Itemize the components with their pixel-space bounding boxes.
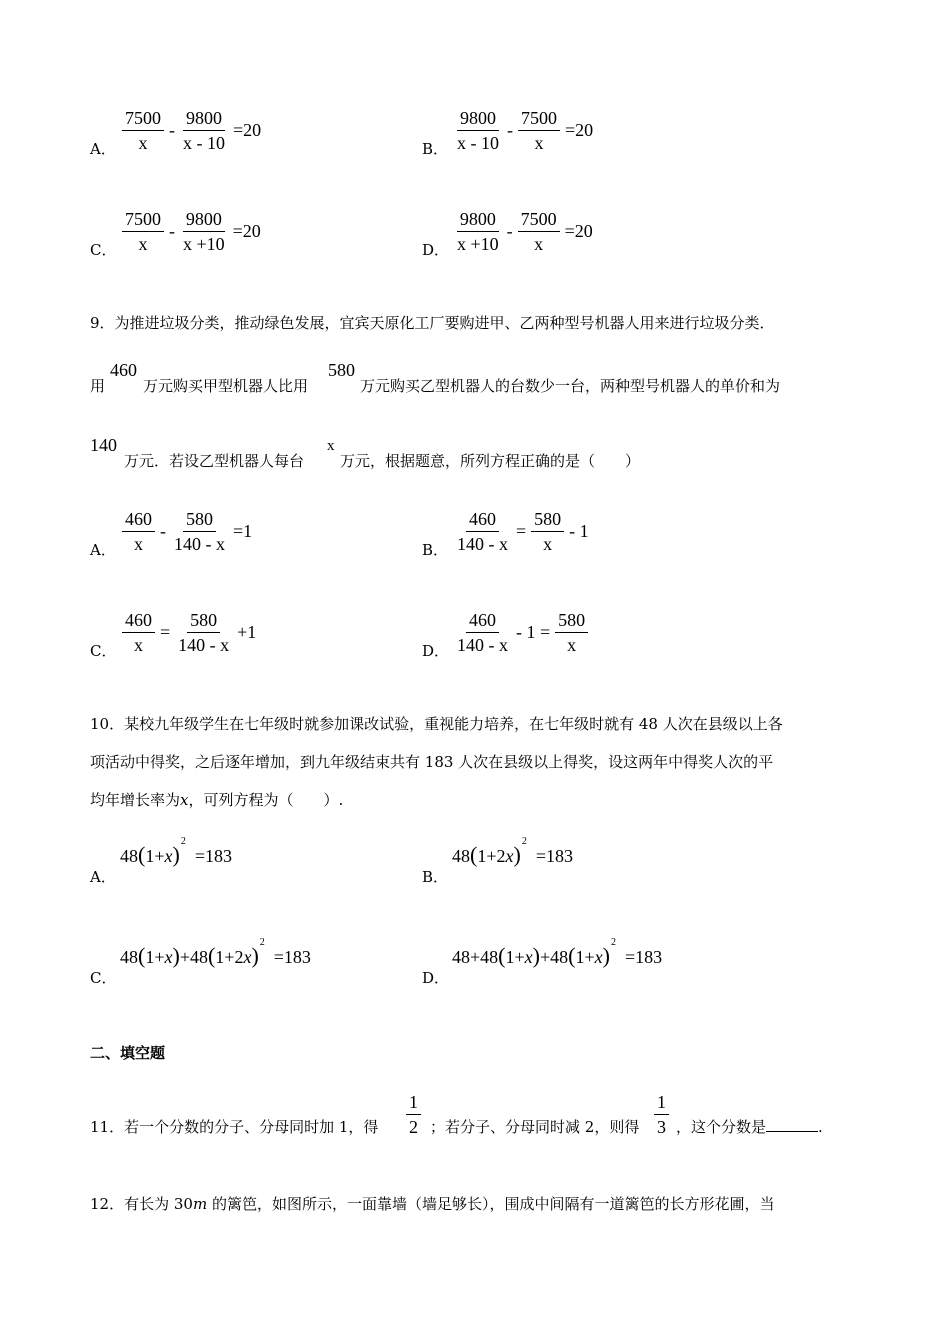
q9-option-b-equation: $\frac{460}{140 - x}$ = $\frac{580}{x}$ - 1 (457, 509, 589, 554)
q9-stem-line3b: 万元，根据题意，所列方程正确的是（ ） (340, 452, 641, 470)
q8-option-b-label: B． (422, 140, 449, 158)
q10-option-d-label: D． (422, 969, 450, 987)
q9-stem-line1: 9．为推进垃圾分类，推动绿色发展，宜宾天原化工厂要购进甲、乙两种型号机器人用来进行垃圾分类． (90, 314, 775, 332)
q9-stem-line2b: 万元购买甲型机器人比用 (143, 377, 309, 395)
q8-option-b-equation: $\frac{9800}{x - 10}$ - $\frac{7500}{x}$ =20 (457, 108, 594, 153)
q10-option-d-equation: $48+48(1+x)+48(1+x)^2 =183$ (452, 937, 663, 968)
q9-option-c-label: C． (90, 642, 117, 660)
q10-option-b-label: B． (422, 868, 449, 886)
q9-option-d-label: D． (422, 642, 450, 660)
q11-answer-blank[interactable] (766, 1117, 818, 1132)
q9-amount-460: 460 (110, 360, 137, 380)
q11-fraction-third: $\frac{1}{3}$ (652, 1092, 671, 1137)
q10-option-a-label: A． (90, 868, 116, 886)
q8-option-d-equation: $\frac{9800}{x +10}$ - $\frac{7500}{x}$ =20 (457, 209, 593, 254)
q10-option-a-equation: $48(1+x)^2 =183$ (120, 836, 232, 867)
q12-stem-line1: 12．有长为 30m 的篱笆，如图所示，一面靠墙（墙足够长），围成中间隔有一道篱笆的长方形花圃，当 (90, 1195, 775, 1213)
q9-variable-x: x (327, 438, 335, 454)
q10-option-c-label: C． (90, 969, 117, 987)
q9-stem-line3a: 万元．若设乙型机器人每台 (124, 452, 305, 470)
q8-option-c-label: C． (90, 241, 117, 259)
q9-amount-580: 580 (328, 360, 355, 380)
q9-option-a-label: A． (90, 541, 116, 559)
q9-stem-line2a: 用 (90, 377, 106, 395)
q9-option-d-equation: $\frac{460}{140 - x}$ - 1 = $\frac{580}{x}$ (452, 610, 590, 655)
q10-stem-line1: 10．某校九年级学生在七年级时就参加课改试验，重视能力培养，在七年级时就有 48 人次在县级以上各 (90, 715, 783, 733)
q9-amount-140: 140 (90, 435, 117, 455)
q9-option-b-label: B． (422, 541, 449, 559)
q10-option-b-equation: $48(1+2x)^2 =183$ (452, 836, 573, 867)
q8-option-a-equation: $\frac{7500}{x}$ - $\frac{9800}{x - 10}$ =20 (120, 108, 264, 153)
q8-option-a-label: A． (90, 140, 116, 158)
q10-stem-line2: 项活动中得奖，之后逐年增加，到九年级结束共有 183 人次在县级以上得奖，设这两年中得奖人次的平 (90, 753, 774, 771)
q10-stem-line3: 均年增长率为x，可列方程为（ ）. (90, 791, 344, 809)
section-heading-fill-in: 二、填空题 (90, 1044, 166, 1062)
q11-text-a: 11．若一个分数的分子、分母同时加 1，得 (90, 1118, 379, 1136)
q8-option-c-equation: $\frac{7500}{x}$ - $\frac{9800}{x +10}$ =20 (120, 209, 264, 254)
q10-option-c-equation: $48(1+x)+48(1+2x)^2 =183$ (120, 937, 311, 968)
q11-text-c: ，这个分数是 . (676, 1118, 823, 1136)
q11-text-b: ；若分子、分母同时减 2，则得 (430, 1118, 640, 1136)
q11-fraction-half: $\frac{1}{2}$ (404, 1092, 423, 1137)
q9-option-a-equation: $\frac{460}{x}$ - $\frac{580}{140 - x}$ =1 (120, 509, 255, 554)
q9-stem-line2c: 万元购买乙型机器人的台数少一台，两种型号机器人的单价和为 (360, 377, 781, 395)
q8-option-d-label: D． (422, 241, 450, 259)
q9-option-c-equation: $\frac{460}{x}$ = $\frac{580}{140 - x}$ +1 (120, 610, 259, 655)
